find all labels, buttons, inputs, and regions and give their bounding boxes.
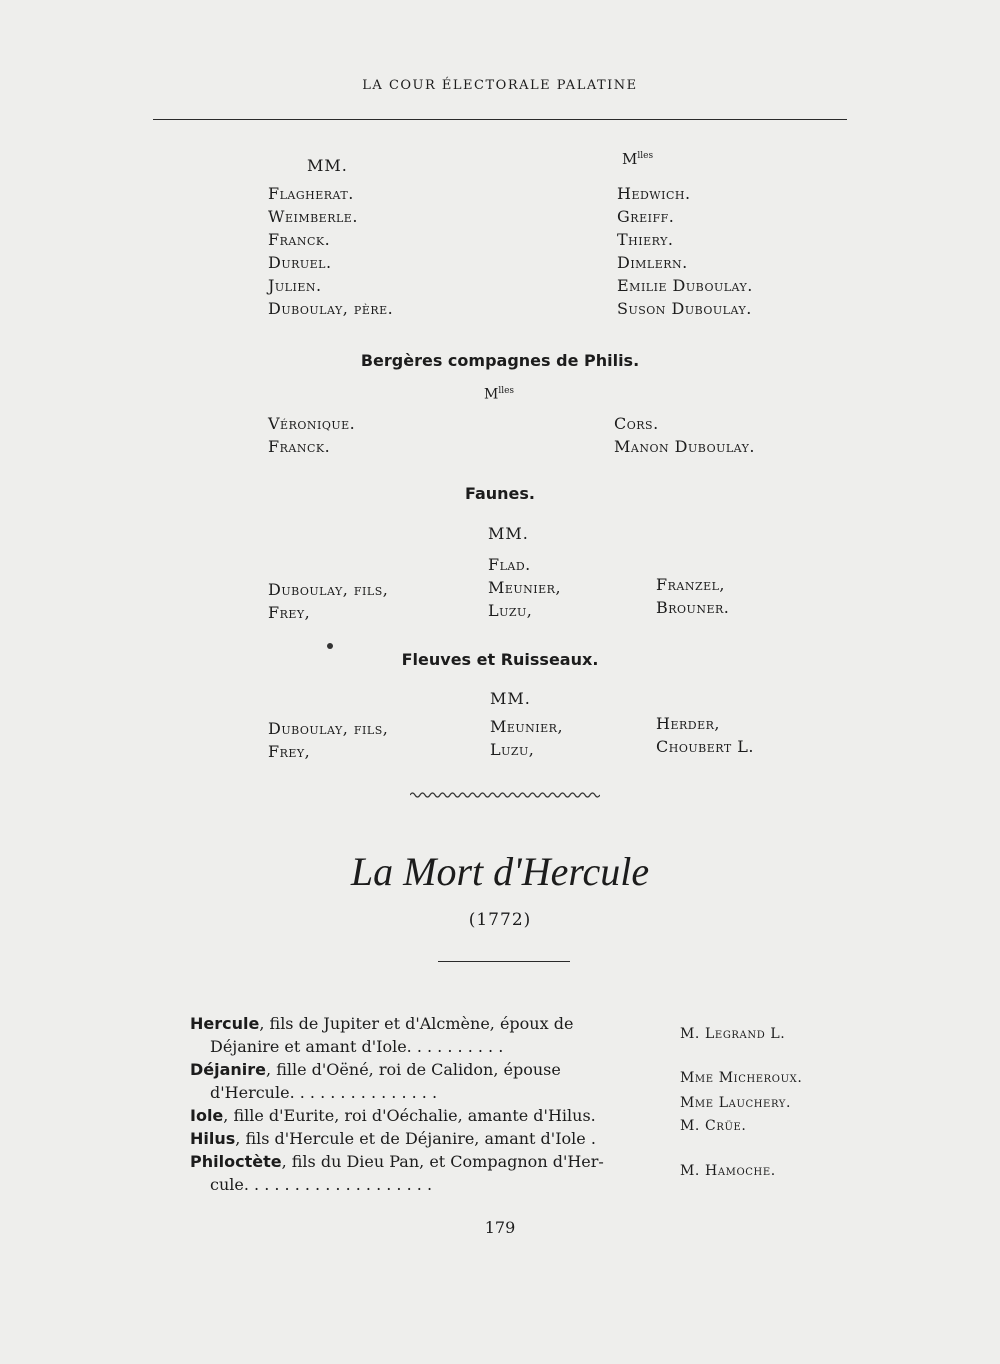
name-item: Duboulay, fils, <box>268 580 389 599</box>
role-desc: , fille d'Oëné, roi de Calidon, épouse <box>266 1060 561 1079</box>
play-title: La Mort d'Hercule <box>350 849 650 894</box>
actor-name: M. Legrand L. <box>680 1026 786 1042</box>
name-list-left <box>268 412 355 458</box>
name-item: Meunier, <box>490 717 564 736</box>
name-list-left <box>268 578 388 624</box>
name-item: Julien. <box>268 276 322 295</box>
name-item: Weimberle. <box>268 207 358 226</box>
play-year: (1772) <box>468 910 532 930</box>
name-item: Flad. <box>488 555 531 574</box>
name-item: Emilie Duboulay. <box>617 276 753 295</box>
role-name: Hilus <box>190 1129 236 1148</box>
cast-entry-dejanire <box>190 1058 660 1104</box>
ink-dot <box>327 643 333 649</box>
name-item: Flagherat. <box>268 184 354 203</box>
name-item: Greiff. <box>617 207 675 226</box>
name-item: Franck. <box>268 437 331 456</box>
role-name: Déjanire <box>190 1060 267 1079</box>
name-item: Herder, <box>656 714 720 733</box>
name-item: Luzu, <box>490 740 535 759</box>
actor-name: M. Crüe. <box>680 1118 747 1134</box>
cast-entry-philoctete <box>190 1150 660 1196</box>
role-desc: , fille d'Eurite, roi d'Oéchalie, amante d'Hilus. <box>223 1106 596 1125</box>
role-desc-cont: Déjanire et amant d'Iole. . . . . . . . . . <box>210 1037 504 1056</box>
actor-name: Mme Micheroux. <box>680 1070 803 1086</box>
role-desc: , fils du Dieu Pan, et Compagnon d'Her- <box>281 1152 604 1171</box>
name-item: Meunier, <box>488 578 562 597</box>
cast-entry-hilus <box>190 1127 660 1150</box>
mlles-header: $M^{lles}$ <box>484 386 515 403</box>
name-list-middle <box>488 553 561 622</box>
name-list-right <box>656 573 729 619</box>
role-desc-cont: d'Hercule. . . . . . . . . . . . . . . <box>210 1083 438 1102</box>
name-list-left <box>268 717 388 763</box>
name-item: Duboulay, père. <box>268 299 394 318</box>
name-item: Véronique. <box>268 414 356 433</box>
role-name: Philoctète <box>190 1152 282 1171</box>
wavy-ornament <box>410 790 600 800</box>
name-item: Thiery. <box>617 230 674 249</box>
cast-entry-iole <box>190 1104 660 1127</box>
cast-entry-hercule <box>190 1012 660 1058</box>
running-head: LA COUR ÉLECTORALE PALATINE <box>362 78 638 93</box>
section-heading-bergeres: Bergères compagnes de Philis. <box>360 351 640 370</box>
name-item: Brouner. <box>656 598 730 617</box>
name-item: Choubert L. <box>656 737 754 756</box>
name-item: Hedwich. <box>617 184 691 203</box>
mm-header: MM. <box>307 156 348 175</box>
name-item: Dimlern. <box>617 253 688 272</box>
name-list-right <box>656 712 754 758</box>
role-desc: , fils de Jupiter et d'Alcmène, époux de <box>259 1014 574 1033</box>
mlles-header: $M^{lles}$ <box>622 150 654 168</box>
actor-name: M. Hamoche. <box>680 1163 776 1179</box>
name-list-right <box>617 182 753 320</box>
mm-header: MM. <box>490 689 531 708</box>
name-item: Franzel, <box>656 575 726 594</box>
name-item: Luzu, <box>488 601 533 620</box>
name-list-middle <box>490 715 563 761</box>
header-rule <box>153 119 847 120</box>
section-heading-fleuves: Fleuves et Ruisseaux. <box>401 650 599 669</box>
name-item: Frey, <box>268 742 311 761</box>
name-item: Manon Duboulay. <box>614 437 756 456</box>
page-number: 179 <box>484 1218 516 1237</box>
title-rule <box>438 961 570 962</box>
actor-name: Mme Lauchery. <box>680 1095 792 1111</box>
name-item: Frey, <box>268 603 311 622</box>
role-name: Hercule <box>190 1014 260 1033</box>
name-item: Duboulay, fils, <box>268 719 389 738</box>
role-name: Iole <box>190 1106 224 1125</box>
section-heading-faunes: Faunes. <box>464 484 536 503</box>
role-desc-cont: cule. . . . . . . . . . . . . . . . . . . <box>210 1175 433 1194</box>
name-item: Suson Duboulay. <box>617 299 752 318</box>
name-item: Cors. <box>614 414 659 433</box>
name-list-left <box>268 182 393 320</box>
name-item: Duruel. <box>268 253 332 272</box>
name-item: Franck. <box>268 230 331 249</box>
name-list-right <box>614 412 755 458</box>
mm-header: MM. <box>488 524 529 543</box>
role-desc: , fils d'Hercule et de Déjanire, amant d'Iole . <box>235 1129 596 1148</box>
